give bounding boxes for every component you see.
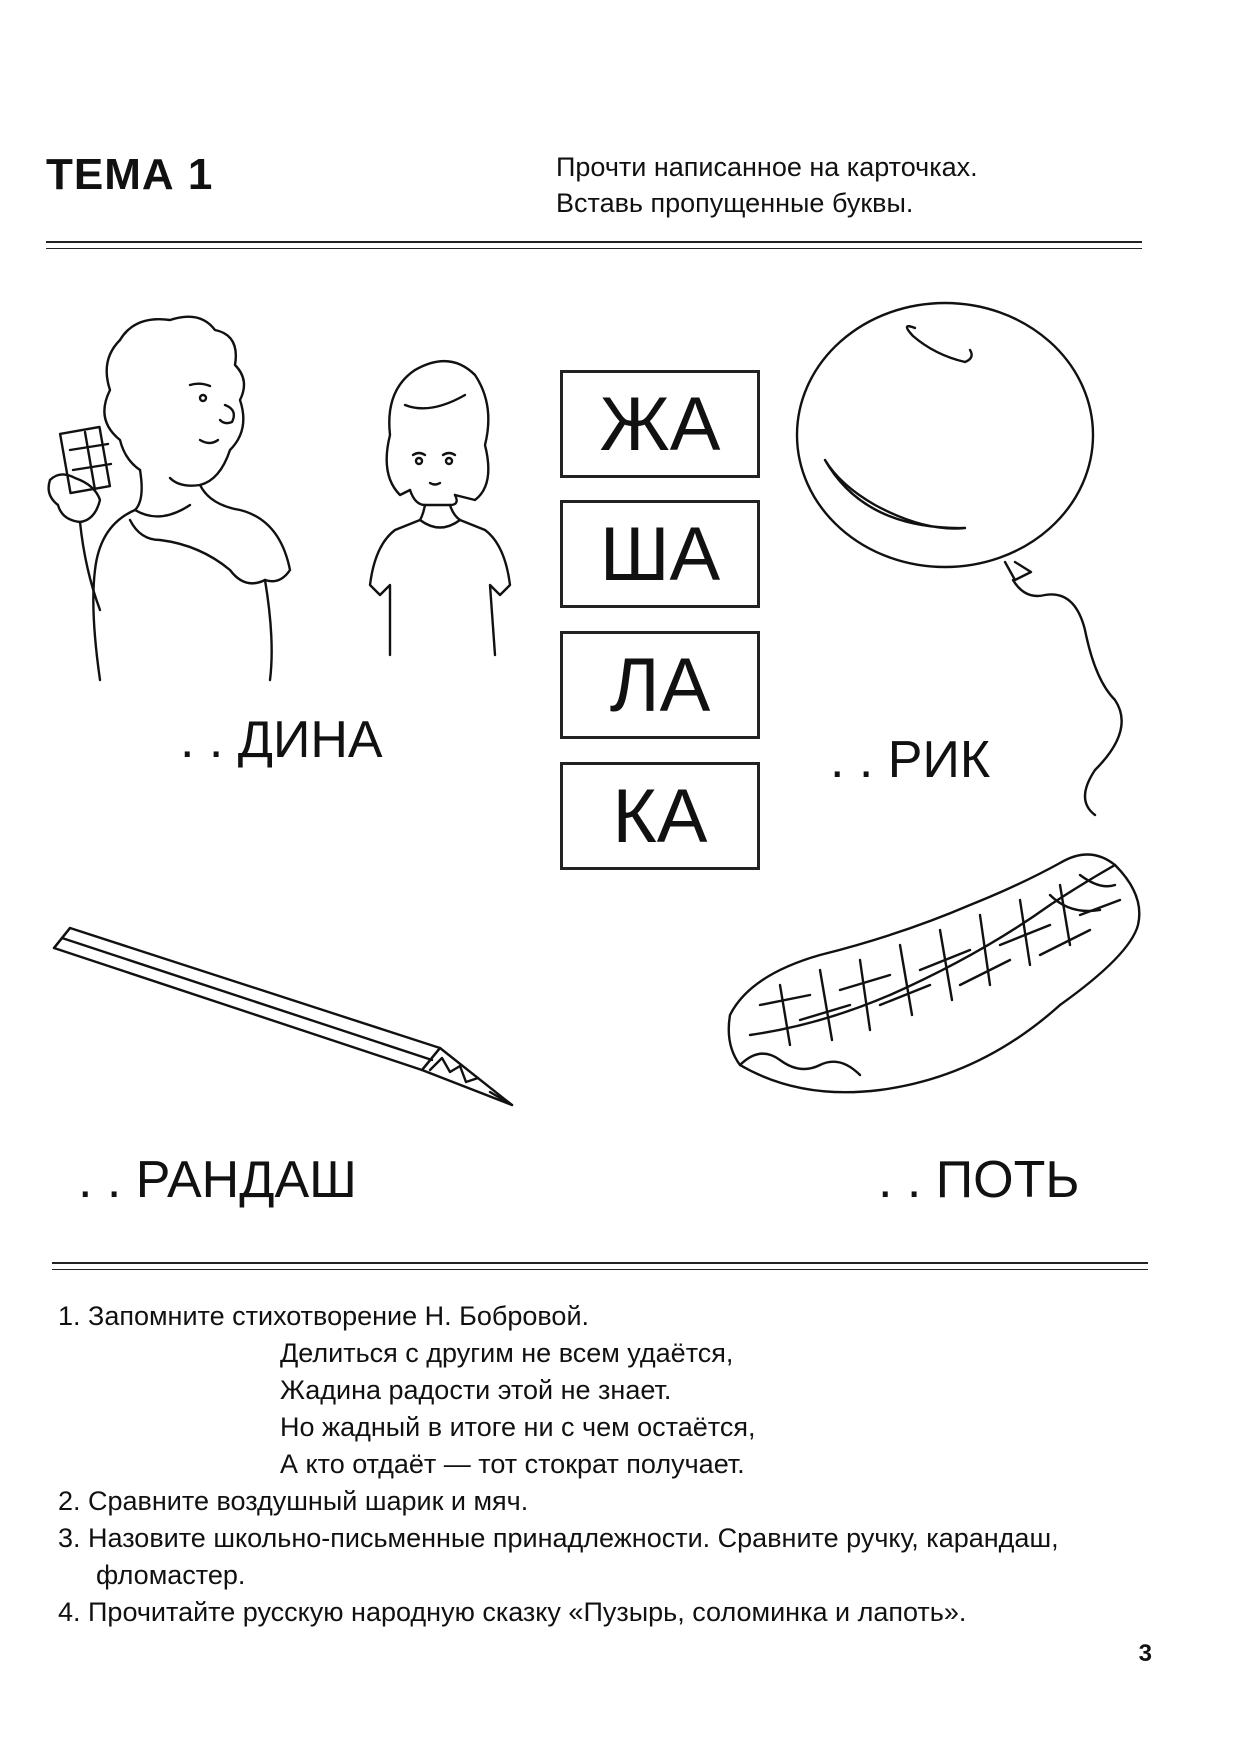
pencil-illustration: [50, 920, 530, 1140]
footer-divider-bottom: [52, 1269, 1148, 1270]
word-pot: . . ПОТЬ: [878, 1151, 1080, 1209]
poem-line-1: Делиться с другим не всем удаётся,: [280, 1338, 734, 1368]
word-randash: . . РАНДАШ: [78, 1151, 357, 1209]
task-1: 1. Запомните стихотворение Н. Бобровой.: [58, 1301, 590, 1331]
instruction-line-2: Вставь пропущенные буквы.: [556, 188, 914, 218]
poem-line-2: Жадина радости этой не знает.: [280, 1375, 672, 1405]
page-number: 3: [1138, 1640, 1152, 1667]
bast-shoe-illustration: [720, 845, 1150, 1125]
task-4: 4. Прочитайте русскую народную сказку «Пузырь, соломинка и лапоть».: [58, 1597, 967, 1627]
word-rik: . . РИК: [830, 731, 991, 789]
boy-with-chocolate-illustration: [40, 310, 340, 690]
task-3: 3. Назовите школьно-письменные принадлежности. Сравните ручку, карандаш,: [58, 1523, 1059, 1553]
word-dina: . . ДИНА: [180, 711, 383, 769]
syllable-card-1: ЖА: [560, 370, 760, 478]
poem-line-4: А кто отдаёт — тот стократ получает.: [280, 1449, 745, 1479]
header-divider-bottom: [46, 248, 1142, 249]
instruction-line-1: Прочти написанное на карточках.: [556, 152, 978, 182]
syllable-card-3: ЛА: [560, 631, 760, 739]
poem-line-3: Но жадный в итоге ни с чем остаётся,: [280, 1412, 756, 1442]
girl-illustration: [355, 355, 535, 685]
task-3-continuation: фломастер.: [96, 1560, 246, 1590]
task-2: 2. Сравните воздушный шарик и мяч.: [58, 1486, 529, 1516]
syllable-card-4: КА: [560, 762, 760, 870]
footer-divider-top: [52, 1262, 1148, 1264]
header-divider-top: [46, 241, 1142, 243]
syllable-card-2: ША: [560, 500, 760, 608]
theme-title: ТЕМА 1: [46, 150, 214, 199]
